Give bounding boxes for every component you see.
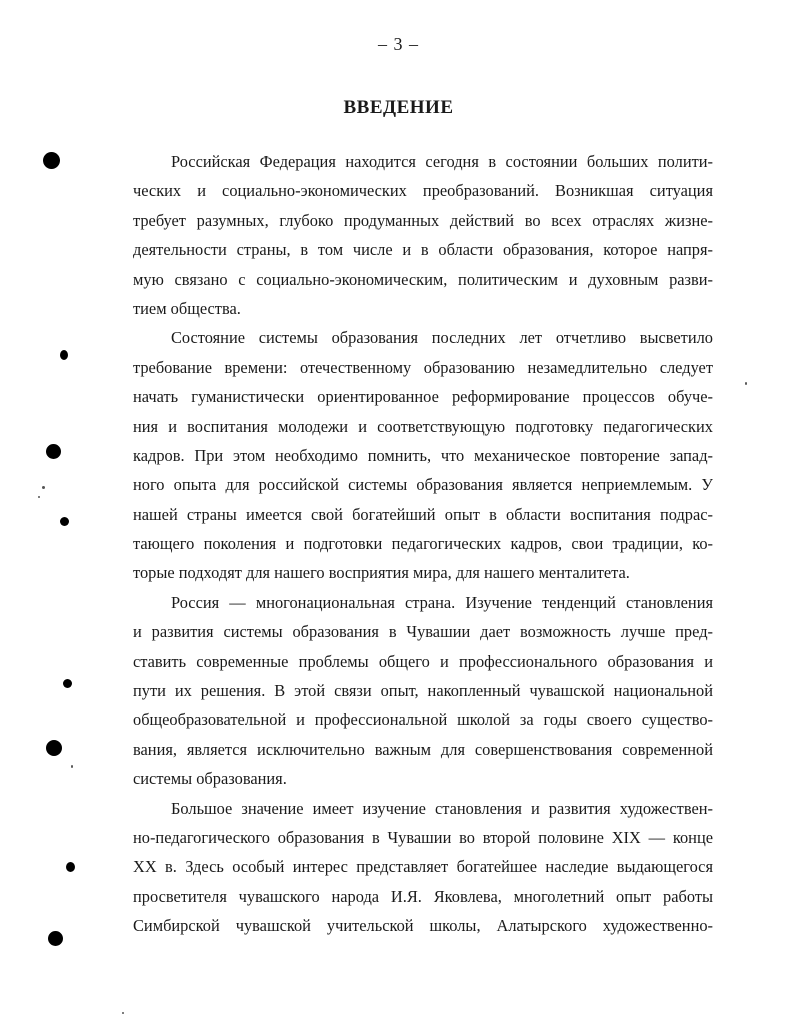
paragraph-2-line-2: требование времени: отечественному образованию незамедлительно следует <box>133 357 713 377</box>
punch-hole <box>60 517 69 526</box>
paragraph-4-line-5: Симбирской чувашской учительской школы, Алатырского художественно- <box>133 916 713 936</box>
paragraph-1-line-1: Российская Федерация находится сегодня в состоянии больших полити- <box>171 152 713 171</box>
paragraph-2-line-3: начать гуманистически ориентированное реформирование процессов обуче- <box>133 387 713 407</box>
paragraph-1-line-5: мую связано с социально-экономическим, политическим и духовным разви- <box>133 269 713 289</box>
paragraph-3-line-5: общеобразовательной и профессиональной школой за годы своего существо- <box>133 710 713 730</box>
punch-hole <box>63 679 72 688</box>
punch-hole <box>60 350 68 360</box>
speck <box>71 765 73 768</box>
paragraph-3-line-2: и развития системы образования в Чувашии дает возможность лучше пред- <box>133 622 713 642</box>
speck <box>38 496 40 498</box>
speck <box>745 382 747 385</box>
paragraph-2-line-6: ного опыта для российской системы образования является неприемлемым. У <box>133 475 713 495</box>
paragraph-3-line-4: пути их решения. В этой связи опыт, накопленный чувашской национальной <box>133 681 713 701</box>
paragraph-3-line-3: ставить современные проблемы общего и профессионального образования и <box>133 651 713 671</box>
punch-hole <box>43 152 60 169</box>
paragraph-4-line-3: XX в. Здесь особый интерес представляет богатейшее наследие выдающегося <box>133 857 713 877</box>
paragraph-4-line-1: Большое значение имеет изучение становления и развития художествен- <box>171 798 713 818</box>
paragraph-2-line-9: торые подходят для нашего восприятия мира, для нашего менталитета. <box>133 563 630 583</box>
punch-hole <box>46 444 61 459</box>
paragraph-2-line-8: тающего поколения и подготовки педагогических кадров, свои традиции, ко- <box>133 534 713 554</box>
paragraph-4-line-4: просветителя чувашского народа И.Я. Яковлева, многолетний опыт работы <box>133 886 713 906</box>
paragraph-2-line-7: нашей страны имеется свой богатейший опыт в области воспитания подрас- <box>133 504 713 524</box>
page-number: – 3 – <box>378 34 419 54</box>
speck <box>42 486 45 489</box>
paragraph-2-line-5: кадров. При этом необходимо помнить, что механическое повторение запад- <box>133 445 713 465</box>
page-title: ВВЕДЕНИЕ <box>343 97 454 118</box>
paragraph-1-line-4: деятельности страны, в том числе и в области образования, которое напря- <box>133 240 713 260</box>
paragraph-3-line-7: системы образования. <box>133 769 287 789</box>
speck <box>122 1012 124 1014</box>
paragraph-1-line-3: требует разумных, глубоко продуманных действий во всех отраслях жизне- <box>133 210 713 230</box>
paragraph-1-line-2: ческих и социально-экономических преобразований. Возникшая ситуация <box>133 181 713 201</box>
document-body <box>133 147 713 941</box>
punch-hole <box>66 862 75 872</box>
punch-hole <box>46 740 62 756</box>
paragraph-3-line-6: вания, является исключительно важным для совершенствования современной <box>133 739 713 759</box>
paragraph-2-line-1: Состояние системы образования последних лет отчетливо высветило <box>171 328 713 348</box>
punch-hole <box>48 931 63 946</box>
paragraph-4-line-2: но-педагогического образования в Чувашии во второй половине XIX — конце <box>133 827 713 847</box>
paragraph-2-line-4: ния и воспитания молодежи и соответствующую подготовку педагогических <box>133 416 713 436</box>
paragraph-1-line-6: тием общества. <box>133 298 241 318</box>
paragraph-3-line-1: Россия — многонациональная страна. Изучение тенденций становления <box>171 592 713 612</box>
